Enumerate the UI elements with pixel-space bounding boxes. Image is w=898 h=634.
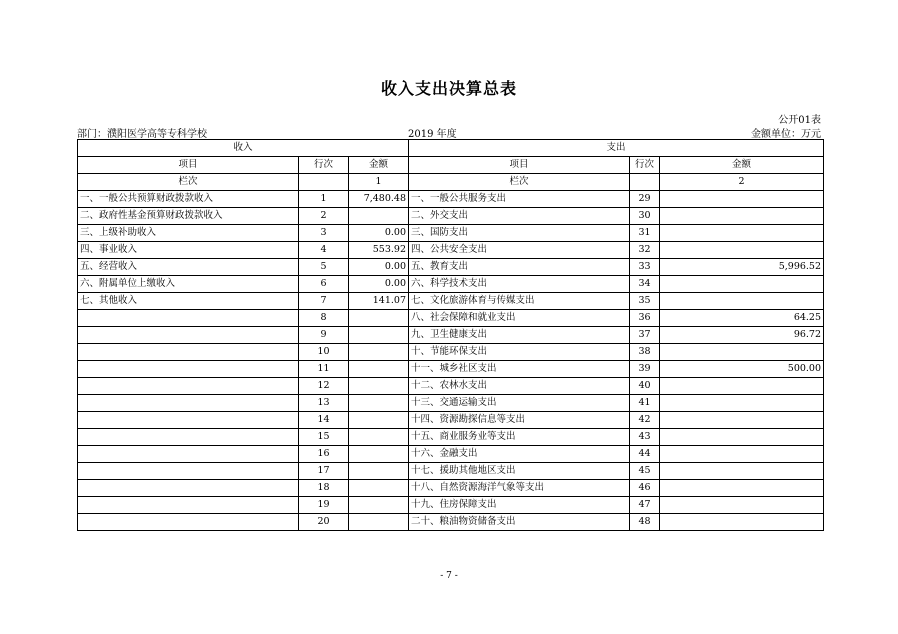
expense-item-cell: 九、卫生健康支出 <box>409 327 630 344</box>
income-amount-cell <box>349 344 409 361</box>
table-row <box>78 327 824 344</box>
expense-item-cell: 二、外交支出 <box>409 208 630 225</box>
income-line-cell: 11 <box>299 361 349 378</box>
table-row <box>78 514 824 531</box>
expense-amount-cell <box>660 497 824 514</box>
expense-item-cell: 十八、自然资源海洋气象等支出 <box>409 480 630 497</box>
table-row <box>78 412 824 429</box>
income-line-header: 行次 <box>299 157 349 174</box>
expense-line-cell: 38 <box>630 344 660 361</box>
expense-section-header: 支出 <box>409 140 824 157</box>
expense-item-cell: 八、社会保障和就业支出 <box>409 310 630 327</box>
income-amount-cell: 7,480.48 <box>349 191 409 208</box>
table-row <box>78 191 824 208</box>
expense-amount-cell <box>660 395 824 412</box>
expense-item-cell: 四、公共安全支出 <box>409 242 630 259</box>
income-line-cell: 5 <box>299 259 349 276</box>
income-line-cell: 9 <box>299 327 349 344</box>
report-title: 收入支出决算总表 <box>380 79 517 98</box>
expense-amount-cell <box>660 191 824 208</box>
table-row <box>78 497 824 514</box>
table-row <box>78 361 824 378</box>
expense-line-cell: 40 <box>630 378 660 395</box>
income-amount-cell <box>349 412 409 429</box>
expense-item-cell: 十四、资源勘探信息等支出 <box>409 412 630 429</box>
expense-amount-cell: 500.00 <box>660 361 824 378</box>
expense-amount-cell <box>660 429 824 446</box>
income-item-cell <box>78 327 299 344</box>
income-line-cell: 13 <box>299 395 349 412</box>
income-line-cell: 12 <box>299 378 349 395</box>
income-item-cell: 三、上级补助收入 <box>78 225 299 242</box>
income-line-cell: 2 <box>299 208 349 225</box>
column-index-2: 2 <box>660 174 824 191</box>
income-item-header: 项目 <box>78 157 299 174</box>
table-row <box>78 429 824 446</box>
income-amount-cell <box>349 378 409 395</box>
expense-amount-cell: 5,996.52 <box>660 259 824 276</box>
expense-line-cell: 41 <box>630 395 660 412</box>
column-index-empty-expense <box>630 174 660 191</box>
expense-item-cell: 十、节能环保支出 <box>409 344 630 361</box>
expense-item-header: 项目 <box>409 157 630 174</box>
income-item-cell: 一、一般公共预算财政拨款收入 <box>78 191 299 208</box>
expense-amount-cell <box>660 208 824 225</box>
expense-amount-cell <box>660 412 824 429</box>
expense-amount-header: 金额 <box>660 157 824 174</box>
expense-line-cell: 33 <box>630 259 660 276</box>
income-item-cell: 七、其他收入 <box>78 293 299 310</box>
income-amount-cell: 141.07 <box>349 293 409 310</box>
income-line-cell: 18 <box>299 480 349 497</box>
income-amount-cell <box>349 395 409 412</box>
income-expense-table <box>77 139 824 531</box>
income-amount-cell <box>349 310 409 327</box>
table-row <box>78 463 824 480</box>
expense-line-cell: 46 <box>630 480 660 497</box>
income-line-cell: 17 <box>299 463 349 480</box>
income-amount-cell <box>349 497 409 514</box>
expense-item-cell: 十二、农林水支出 <box>409 378 630 395</box>
expense-line-cell: 45 <box>630 463 660 480</box>
income-section-header: 收入 <box>78 140 409 157</box>
income-item-cell: 六、附属单位上缴收入 <box>78 276 299 293</box>
column-index-1: 1 <box>349 174 409 191</box>
expense-line-cell: 47 <box>630 497 660 514</box>
expense-line-header: 行次 <box>630 157 660 174</box>
expense-line-cell: 42 <box>630 412 660 429</box>
expense-amount-cell <box>660 242 824 259</box>
form-code: 公开01表 <box>778 115 821 126</box>
income-amount-cell <box>349 463 409 480</box>
income-item-cell <box>78 344 299 361</box>
expense-amount-cell: 64.25 <box>660 310 824 327</box>
income-amount-cell <box>349 446 409 463</box>
income-amount-cell: 0.00 <box>349 225 409 242</box>
table-row <box>78 242 824 259</box>
income-item-cell <box>78 429 299 446</box>
expense-item-cell: 十六、金融支出 <box>409 446 630 463</box>
income-amount-cell <box>349 361 409 378</box>
expense-line-cell: 29 <box>630 191 660 208</box>
expense-item-cell: 七、文化旅游体育与传媒支出 <box>409 293 630 310</box>
expense-amount-cell <box>660 276 824 293</box>
expense-amount-cell <box>660 378 824 395</box>
table-row <box>78 344 824 361</box>
expense-item-cell: 二十、粮油物资储备支出 <box>409 514 630 531</box>
expense-item-cell: 十五、商业服务业等支出 <box>409 429 630 446</box>
table-row <box>78 225 824 242</box>
income-item-cell <box>78 361 299 378</box>
income-item-cell <box>78 310 299 327</box>
section-header-row <box>78 140 824 157</box>
income-line-cell: 7 <box>299 293 349 310</box>
expense-amount-cell <box>660 293 824 310</box>
income-line-cell: 1 <box>299 191 349 208</box>
income-line-cell: 14 <box>299 412 349 429</box>
expense-line-cell: 43 <box>630 429 660 446</box>
expense-amount-cell <box>660 480 824 497</box>
expense-item-cell: 十七、援助其他地区支出 <box>409 463 630 480</box>
column-index-label: 栏次 <box>78 174 299 191</box>
expense-amount-cell <box>660 225 824 242</box>
table-row <box>78 293 824 310</box>
table-row <box>78 310 824 327</box>
income-amount-cell <box>349 514 409 531</box>
expense-item-cell: 五、教育支出 <box>409 259 630 276</box>
table-row <box>78 259 824 276</box>
income-line-cell: 3 <box>299 225 349 242</box>
income-line-cell: 19 <box>299 497 349 514</box>
table-row <box>78 446 824 463</box>
income-line-cell: 15 <box>299 429 349 446</box>
expense-line-cell: 35 <box>630 293 660 310</box>
income-line-cell: 8 <box>299 310 349 327</box>
expense-item-cell: 六、科学技术支出 <box>409 276 630 293</box>
table-row <box>78 480 824 497</box>
income-item-cell <box>78 497 299 514</box>
table-row <box>78 378 824 395</box>
income-line-cell: 16 <box>299 446 349 463</box>
income-line-cell: 4 <box>299 242 349 259</box>
expense-line-cell: 30 <box>630 208 660 225</box>
income-item-cell: 四、事业收入 <box>78 242 299 259</box>
amount-unit: 金额单位：万元 <box>751 129 821 140</box>
expense-amount-cell <box>660 446 824 463</box>
expense-amount-cell <box>660 514 824 531</box>
expense-item-cell: 十三、交通运输支出 <box>409 395 630 412</box>
income-item-cell <box>78 446 299 463</box>
column-index-row <box>78 174 824 191</box>
income-amount-cell <box>349 480 409 497</box>
department-label: 部门：濮阳医学高等专科学校 <box>77 129 207 140</box>
expense-line-cell: 36 <box>630 310 660 327</box>
expense-item-cell: 三、国防支出 <box>409 225 630 242</box>
table-row <box>78 276 824 293</box>
expense-line-cell: 31 <box>630 225 660 242</box>
income-amount-cell: 0.00 <box>349 259 409 276</box>
expense-line-cell: 39 <box>630 361 660 378</box>
column-header-row <box>78 157 824 174</box>
income-item-cell: 五、经营收入 <box>78 259 299 276</box>
income-item-cell <box>78 395 299 412</box>
fiscal-year: 2019 年度 <box>408 129 457 140</box>
income-amount-cell: 0.00 <box>349 276 409 293</box>
expense-line-cell: 32 <box>630 242 660 259</box>
income-item-cell <box>78 463 299 480</box>
expense-line-cell: 37 <box>630 327 660 344</box>
income-amount-cell <box>349 429 409 446</box>
expense-amount-cell: 96.72 <box>660 327 824 344</box>
income-amount-header: 金额 <box>349 157 409 174</box>
expense-line-cell: 48 <box>630 514 660 531</box>
expense-item-cell: 一、一般公共服务支出 <box>409 191 630 208</box>
income-amount-cell <box>349 327 409 344</box>
expense-amount-cell <box>660 344 824 361</box>
income-line-cell: 6 <box>299 276 349 293</box>
income-item-cell <box>78 378 299 395</box>
income-line-cell: 20 <box>299 514 349 531</box>
income-item-cell <box>78 514 299 531</box>
expense-item-cell: 十九、住房保障支出 <box>409 497 630 514</box>
table-row <box>78 208 824 225</box>
column-index-empty <box>299 174 349 191</box>
expense-amount-cell <box>660 463 824 480</box>
table-row <box>78 395 824 412</box>
income-item-cell <box>78 480 299 497</box>
expense-line-cell: 34 <box>630 276 660 293</box>
income-line-cell: 10 <box>299 344 349 361</box>
income-amount-cell: 553.92 <box>349 242 409 259</box>
expense-line-cell: 44 <box>630 446 660 463</box>
page-number: - 7 - <box>440 571 458 581</box>
income-amount-cell <box>349 208 409 225</box>
expense-item-cell: 十一、城乡社区支出 <box>409 361 630 378</box>
income-item-cell <box>78 412 299 429</box>
income-item-cell: 二、政府性基金预算财政拨款收入 <box>78 208 299 225</box>
column-index-label-expense: 栏次 <box>409 174 630 191</box>
